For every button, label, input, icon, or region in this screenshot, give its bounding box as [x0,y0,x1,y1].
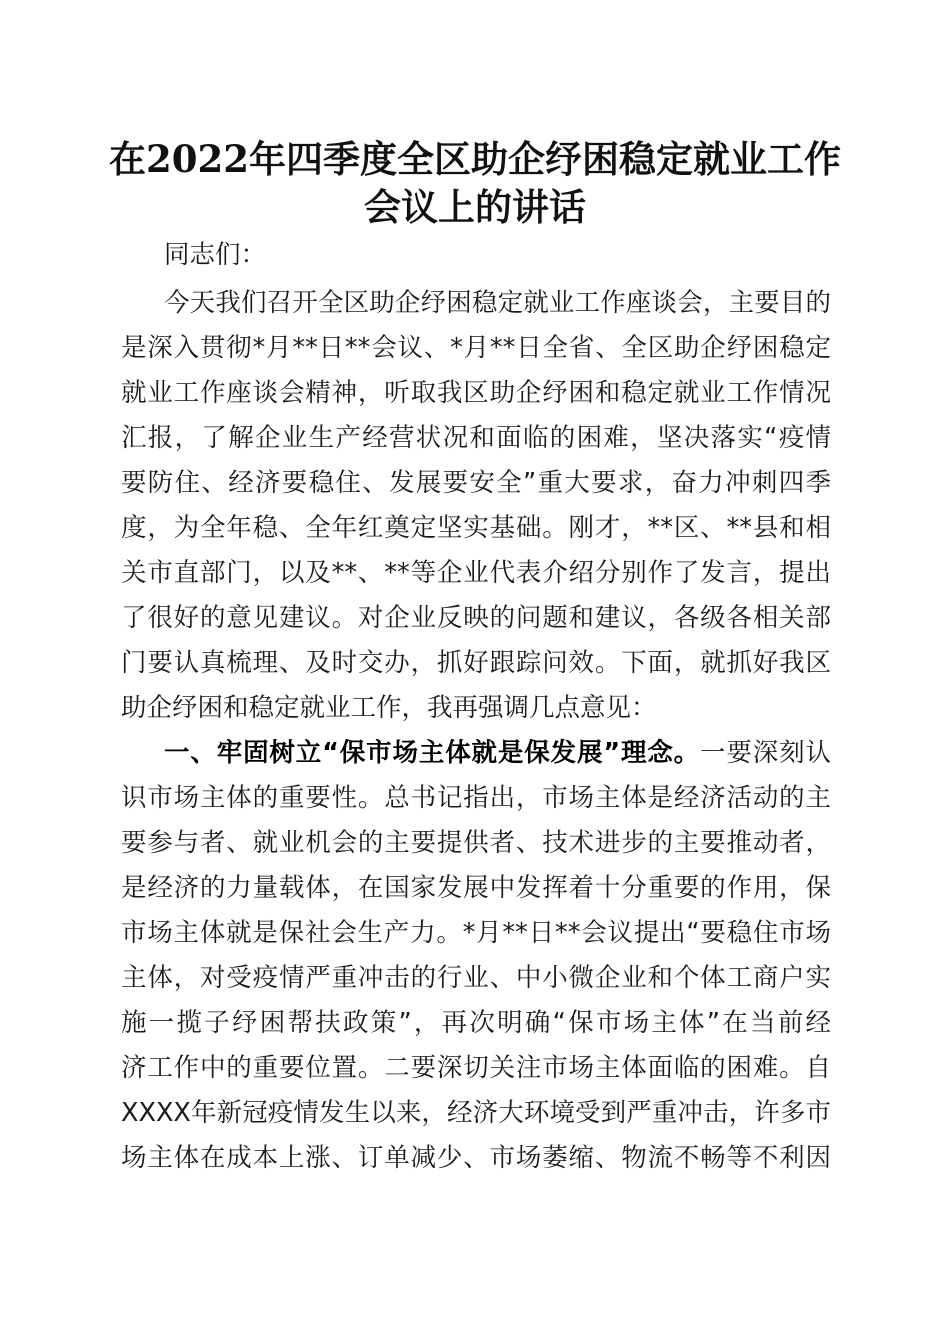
section-1-first-line-text: 一要深刻认 [700,738,831,768]
section-1-line: 场主体在成本上涨、订单减少、市场萎缩、物流不畅等不利因 [121,1143,831,1173]
section-1-line: 识市场主体的重要性。总书记指出，市场主体是经济活动的主 [121,783,831,813]
section-1-line: 济工作中的重要位置。二要深切关注市场主体面临的困难。自 [121,1053,831,1083]
paragraph-1-line: 了很好的意见建议。对企业反映的问题和建议，各级各相关部 [121,603,831,633]
section-1-line: XXXX年新冠疫情发生以来，经济大环境受到严重冲击，许多市 [121,1098,831,1128]
paragraph-1-line: 关市直部门，以及**、**等企业代表介绍分别作了发言，提出 [121,558,831,588]
paragraph-1-line: 助企纾困和稳定就业工作，我再强调几点意见： [121,693,657,723]
paragraph-1-line: 要防住、经济要稳住、发展要安全”重大要求，奋力冲刺四季 [121,468,831,498]
section-1-line: 施一揽子纾困帮扶政策”，再次明确“保市场主体”在当前经 [121,1008,831,1038]
section-1-line: 主体，对受疫情严重冲击的行业、中小微企业和个体工商户实 [121,963,831,993]
section-1-first-line [164,731,831,775]
paragraph-1-line: 度，为全年稳、全年红奠定坚实基础。刚才，**区、**县和相 [121,513,831,543]
section-1-line: 市场主体就是保社会生产力。*月**日**会议提出“要稳住市场 [121,918,831,948]
paragraph-1-line: 汇报，了解企业生产经营状况和面临的困难，坚决落实“疫情 [121,423,831,453]
paragraph-1-line: 门要认真梳理、及时交办，抓好跟踪问效。下面，就抓好我区 [121,648,831,678]
paragraph-1-line: 是深入贯彻*月**日**会议、*月**日全省、全区助企纾困稳定 [121,333,831,363]
document-title-line-1: 在2022年四季度全区助企纾困稳定就业工作 [109,137,841,181]
section-1-line: 是经济的力量载体，在国家发展中发挥着十分重要的作用，保 [121,873,831,903]
section-1-heading: 一、牢固树立“保市场主体就是保发展”理念。 [164,738,701,768]
salutation: 同志们： [164,240,267,270]
paragraph-1-line: 就业工作座谈会精神，听取我区助企纾困和稳定就业工作情况 [121,378,831,408]
paragraph-1-line: 今天我们召开全区助企纾困稳定就业工作座谈会，主要目的 [164,288,831,318]
document-title-line-2: 会议上的讲话 [364,185,586,229]
section-1-line: 要参与者、就业机会的主要提供者、技术进步的主要推动者， [121,828,831,858]
